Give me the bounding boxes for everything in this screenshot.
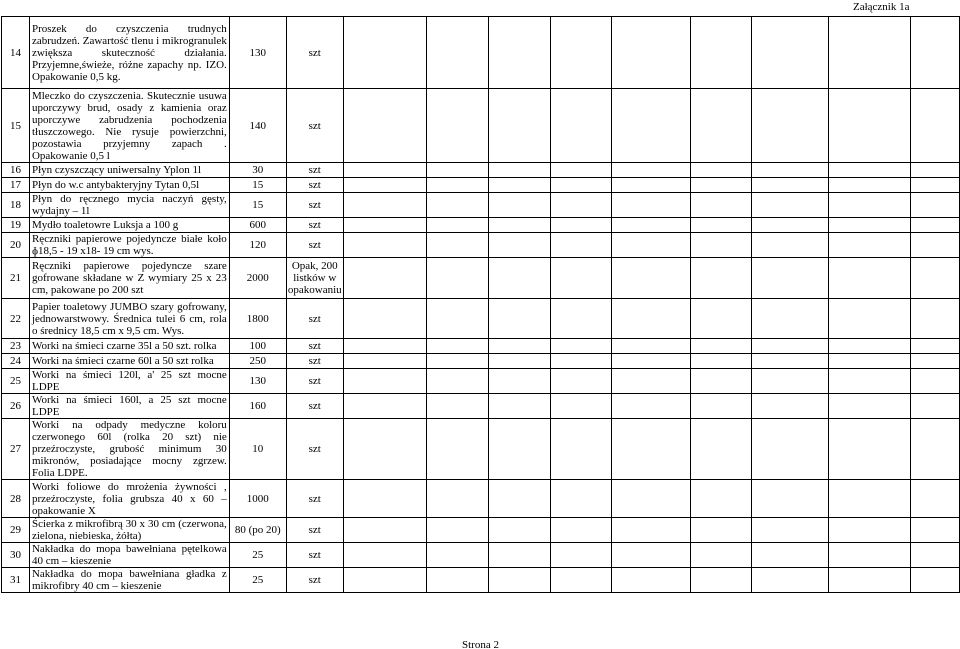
empty-cell bbox=[343, 518, 426, 543]
empty-cell bbox=[612, 419, 691, 480]
empty-cell bbox=[691, 354, 752, 369]
table-row bbox=[2, 518, 960, 543]
empty-cell bbox=[752, 178, 829, 193]
empty-cell bbox=[426, 89, 488, 163]
empty-cell bbox=[551, 354, 612, 369]
empty-cell bbox=[910, 568, 959, 593]
empty-cell bbox=[829, 568, 911, 593]
empty-cell bbox=[612, 233, 691, 258]
quantity-cell: 1800 bbox=[229, 299, 286, 339]
empty-cell bbox=[343, 17, 426, 89]
empty-cell bbox=[910, 89, 959, 163]
table-row bbox=[2, 354, 960, 369]
empty-cell bbox=[910, 518, 959, 543]
unit-cell: szt bbox=[286, 369, 343, 394]
quantity-cell: 25 bbox=[229, 568, 286, 593]
empty-cell bbox=[829, 233, 911, 258]
description-cell: Worki na śmieci 160l, a 25 szt mocne LDPE bbox=[29, 394, 229, 419]
description-cell: Nakładka do mopa bawełniana pętelkowa 40 cm – kieszenie bbox=[29, 543, 229, 568]
table-row bbox=[2, 419, 960, 480]
empty-cell bbox=[691, 17, 752, 89]
row-number-cell: 14 bbox=[2, 17, 30, 89]
empty-cell bbox=[612, 480, 691, 518]
row-number-cell: 30 bbox=[2, 543, 30, 568]
empty-cell bbox=[343, 218, 426, 233]
quantity-cell: 130 bbox=[229, 369, 286, 394]
empty-cell bbox=[752, 480, 829, 518]
empty-cell bbox=[612, 299, 691, 339]
empty-cell bbox=[691, 89, 752, 163]
row-number-cell: 16 bbox=[2, 163, 30, 178]
unit-cell: szt bbox=[286, 354, 343, 369]
empty-cell bbox=[691, 419, 752, 480]
row-number-cell: 19 bbox=[2, 218, 30, 233]
empty-cell bbox=[426, 518, 488, 543]
empty-cell bbox=[910, 17, 959, 89]
empty-cell bbox=[551, 258, 612, 299]
empty-cell bbox=[488, 193, 551, 218]
description-cell: Mleczko do czyszczenia. Skutecznie usuwa uporczywy brud, osady z kamienia oraz uporczywe zabrudzenia pochodzenia tłuszczowego. Nie rysuje powierzchni, pozostawia przyjemny zapach . Opakowanie 0,5 l bbox=[29, 89, 229, 163]
empty-cell bbox=[612, 178, 691, 193]
table-row bbox=[2, 339, 960, 354]
row-number-cell: 26 bbox=[2, 394, 30, 419]
unit-cell: szt bbox=[286, 480, 343, 518]
quantity-cell: 600 bbox=[229, 218, 286, 233]
empty-cell bbox=[829, 89, 911, 163]
table-row bbox=[2, 17, 960, 89]
empty-cell bbox=[691, 218, 752, 233]
description-cell: Worki na odpady medyczne koloru czerwonego 60l (rolka 20 szt) nie przeźroczyste, grubość minimum 30 mikronów, posiadające mocny zgrzew. Folia LDPE. bbox=[29, 419, 229, 480]
table-row bbox=[2, 568, 960, 593]
empty-cell bbox=[691, 163, 752, 178]
unit-cell: szt bbox=[286, 89, 343, 163]
empty-cell bbox=[551, 17, 612, 89]
unit-cell: szt bbox=[286, 178, 343, 193]
empty-cell bbox=[426, 258, 488, 299]
empty-cell bbox=[910, 543, 959, 568]
empty-cell bbox=[488, 218, 551, 233]
empty-cell bbox=[829, 163, 911, 178]
empty-cell bbox=[691, 518, 752, 543]
empty-cell bbox=[829, 299, 911, 339]
row-number-cell: 17 bbox=[2, 178, 30, 193]
unit-cell: szt bbox=[286, 218, 343, 233]
table-row bbox=[2, 480, 960, 518]
empty-cell bbox=[488, 419, 551, 480]
row-number-cell: 21 bbox=[2, 258, 30, 299]
row-number-cell: 18 bbox=[2, 193, 30, 218]
empty-cell bbox=[343, 568, 426, 593]
empty-cell bbox=[752, 339, 829, 354]
empty-cell bbox=[829, 394, 911, 419]
empty-cell bbox=[343, 193, 426, 218]
empty-cell bbox=[343, 369, 426, 394]
quantity-cell: 130 bbox=[229, 17, 286, 89]
table-row bbox=[2, 163, 960, 178]
empty-cell bbox=[488, 163, 551, 178]
quantity-cell: 120 bbox=[229, 233, 286, 258]
empty-cell bbox=[752, 218, 829, 233]
description-cell: Mydło toaletowre Luksja a 100 g bbox=[29, 218, 229, 233]
unit-cell: Opak, 200 listków w opakowaniu bbox=[286, 258, 343, 299]
empty-cell bbox=[426, 17, 488, 89]
quantity-cell: 100 bbox=[229, 339, 286, 354]
empty-cell bbox=[691, 193, 752, 218]
empty-cell bbox=[910, 369, 959, 394]
empty-cell bbox=[426, 299, 488, 339]
empty-cell bbox=[691, 480, 752, 518]
empty-cell bbox=[488, 178, 551, 193]
empty-cell bbox=[910, 354, 959, 369]
empty-cell bbox=[612, 193, 691, 218]
empty-cell bbox=[551, 178, 612, 193]
empty-cell bbox=[488, 89, 551, 163]
empty-cell bbox=[612, 218, 691, 233]
annex-label: Załącznik 1a bbox=[853, 1, 910, 13]
quantity-cell: 15 bbox=[229, 193, 286, 218]
empty-cell bbox=[426, 218, 488, 233]
quantity-cell: 80 (po 20) bbox=[229, 518, 286, 543]
unit-cell: szt bbox=[286, 419, 343, 480]
description-cell: Nakładka do mopa bawełniana gładka z mikrofibry 40 cm – kieszenie bbox=[29, 568, 229, 593]
empty-cell bbox=[488, 369, 551, 394]
empty-cell bbox=[551, 339, 612, 354]
empty-cell bbox=[343, 354, 426, 369]
description-cell: Proszek do czyszczenia trudnych zabrudzeń. Zawartość tlenu i mikrogranulek zwiększa skuteczność działania. Przyjemne,świeże, różne zapachy np. IZO. Opakowanie 0,5 kg. bbox=[29, 17, 229, 89]
empty-cell bbox=[488, 258, 551, 299]
empty-cell bbox=[343, 233, 426, 258]
empty-cell bbox=[752, 394, 829, 419]
empty-cell bbox=[829, 419, 911, 480]
unit-cell: szt bbox=[286, 568, 343, 593]
empty-cell bbox=[426, 193, 488, 218]
empty-cell bbox=[829, 480, 911, 518]
empty-cell bbox=[551, 193, 612, 218]
empty-cell bbox=[551, 218, 612, 233]
quantity-cell: 15 bbox=[229, 178, 286, 193]
empty-cell bbox=[612, 543, 691, 568]
empty-cell bbox=[551, 163, 612, 178]
empty-cell bbox=[752, 233, 829, 258]
empty-cell bbox=[426, 178, 488, 193]
empty-cell bbox=[829, 17, 911, 89]
empty-cell bbox=[343, 163, 426, 178]
empty-cell bbox=[752, 518, 829, 543]
quantity-cell: 10 bbox=[229, 419, 286, 480]
empty-cell bbox=[426, 543, 488, 568]
empty-cell bbox=[829, 354, 911, 369]
empty-cell bbox=[752, 299, 829, 339]
description-cell: Worki na śmieci 120l, a' 25 szt mocne LDPE bbox=[29, 369, 229, 394]
row-number-cell: 25 bbox=[2, 369, 30, 394]
empty-cell bbox=[551, 518, 612, 543]
unit-cell: szt bbox=[286, 518, 343, 543]
table-row bbox=[2, 369, 960, 394]
empty-cell bbox=[426, 480, 488, 518]
empty-cell bbox=[612, 354, 691, 369]
empty-cell bbox=[752, 369, 829, 394]
empty-cell bbox=[343, 178, 426, 193]
empty-cell bbox=[612, 89, 691, 163]
description-cell: Płyn do w.c antybakteryjny Tytan 0,5l bbox=[29, 178, 229, 193]
description-cell: Worki na śmieci czarne 60l a 50 szt rolka bbox=[29, 354, 229, 369]
empty-cell bbox=[752, 543, 829, 568]
unit-cell: szt bbox=[286, 233, 343, 258]
empty-cell bbox=[612, 258, 691, 299]
empty-cell bbox=[691, 543, 752, 568]
quantity-cell: 160 bbox=[229, 394, 286, 419]
empty-cell bbox=[426, 354, 488, 369]
empty-cell bbox=[426, 419, 488, 480]
description-cell: Ręczniki papierowe pojedyncze szare gofrowane składane w Z wymiary 25 x 23 cm, pakowane po 200 szt bbox=[29, 258, 229, 299]
empty-cell bbox=[551, 543, 612, 568]
empty-cell bbox=[488, 354, 551, 369]
table-row bbox=[2, 394, 960, 419]
empty-cell bbox=[343, 258, 426, 299]
empty-cell bbox=[551, 394, 612, 419]
empty-cell bbox=[829, 543, 911, 568]
table-row bbox=[2, 233, 960, 258]
row-number-cell: 15 bbox=[2, 89, 30, 163]
empty-cell bbox=[910, 339, 959, 354]
empty-cell bbox=[691, 369, 752, 394]
empty-cell bbox=[910, 163, 959, 178]
empty-cell bbox=[752, 193, 829, 218]
empty-cell bbox=[829, 258, 911, 299]
row-number-cell: 24 bbox=[2, 354, 30, 369]
empty-cell bbox=[551, 89, 612, 163]
empty-cell bbox=[343, 89, 426, 163]
empty-cell bbox=[426, 163, 488, 178]
page-number: Strona 2 bbox=[462, 639, 499, 649]
table-row bbox=[2, 258, 960, 299]
quantity-cell: 30 bbox=[229, 163, 286, 178]
empty-cell bbox=[488, 543, 551, 568]
empty-cell bbox=[752, 89, 829, 163]
empty-cell bbox=[551, 419, 612, 480]
product-table bbox=[1, 16, 960, 593]
empty-cell bbox=[691, 299, 752, 339]
empty-cell bbox=[488, 518, 551, 543]
empty-cell bbox=[488, 339, 551, 354]
empty-cell bbox=[910, 394, 959, 419]
empty-cell bbox=[426, 339, 488, 354]
unit-cell: szt bbox=[286, 299, 343, 339]
empty-cell bbox=[829, 369, 911, 394]
row-number-cell: 29 bbox=[2, 518, 30, 543]
empty-cell bbox=[752, 354, 829, 369]
empty-cell bbox=[910, 480, 959, 518]
table-row bbox=[2, 218, 960, 233]
empty-cell bbox=[691, 394, 752, 419]
empty-cell bbox=[910, 419, 959, 480]
unit-cell: szt bbox=[286, 193, 343, 218]
empty-cell bbox=[612, 369, 691, 394]
empty-cell bbox=[829, 193, 911, 218]
unit-cell: szt bbox=[286, 394, 343, 419]
empty-cell bbox=[343, 480, 426, 518]
empty-cell bbox=[426, 568, 488, 593]
row-number-cell: 22 bbox=[2, 299, 30, 339]
row-number-cell: 20 bbox=[2, 233, 30, 258]
quantity-cell: 2000 bbox=[229, 258, 286, 299]
description-cell: Papier toaletowy JUMBO szary gofrowany, jednowarstwowy. Średnica tulei 6 cm, rola o średnicy 18,5 cm x 9,5 cm. Wys. bbox=[29, 299, 229, 339]
empty-cell bbox=[612, 17, 691, 89]
row-number-cell: 31 bbox=[2, 568, 30, 593]
empty-cell bbox=[691, 258, 752, 299]
unit-cell: szt bbox=[286, 339, 343, 354]
empty-cell bbox=[752, 419, 829, 480]
empty-cell bbox=[343, 543, 426, 568]
empty-cell bbox=[488, 299, 551, 339]
description-cell: Płyn do ręcznego mycia naczyń gęsty, wydajny – 1l bbox=[29, 193, 229, 218]
empty-cell bbox=[910, 193, 959, 218]
empty-cell bbox=[691, 339, 752, 354]
empty-cell bbox=[910, 258, 959, 299]
empty-cell bbox=[752, 17, 829, 89]
empty-cell bbox=[829, 178, 911, 193]
empty-cell bbox=[691, 233, 752, 258]
empty-cell bbox=[343, 394, 426, 419]
empty-cell bbox=[612, 518, 691, 543]
empty-cell bbox=[551, 369, 612, 394]
description-cell: Worki na śmieci czarne 35l a 50 szt. rolka bbox=[29, 339, 229, 354]
unit-cell: szt bbox=[286, 543, 343, 568]
quantity-cell: 140 bbox=[229, 89, 286, 163]
table-row bbox=[2, 178, 960, 193]
empty-cell bbox=[343, 419, 426, 480]
empty-cell bbox=[829, 218, 911, 233]
empty-cell bbox=[691, 178, 752, 193]
empty-cell bbox=[488, 568, 551, 593]
empty-cell bbox=[343, 299, 426, 339]
empty-cell bbox=[488, 17, 551, 89]
empty-cell bbox=[910, 218, 959, 233]
empty-cell bbox=[910, 233, 959, 258]
empty-cell bbox=[752, 163, 829, 178]
empty-cell bbox=[426, 233, 488, 258]
unit-cell: szt bbox=[286, 17, 343, 89]
empty-cell bbox=[829, 518, 911, 543]
row-number-cell: 23 bbox=[2, 339, 30, 354]
row-number-cell: 27 bbox=[2, 419, 30, 480]
empty-cell bbox=[612, 394, 691, 419]
table-row bbox=[2, 299, 960, 339]
empty-cell bbox=[488, 394, 551, 419]
empty-cell bbox=[488, 480, 551, 518]
description-cell: Worki foliowe do mrożenia żywności , przeźroczyste, folia grubsza 40 x 60 – opakowanie X bbox=[29, 480, 229, 518]
empty-cell bbox=[343, 339, 426, 354]
table-row bbox=[2, 89, 960, 163]
empty-cell bbox=[426, 394, 488, 419]
description-cell: Ręczniki papierowe pojedyncze białe koło ɸ18,5 - 19 x18- 19 cm wys. bbox=[29, 233, 229, 258]
quantity-cell: 250 bbox=[229, 354, 286, 369]
empty-cell bbox=[752, 258, 829, 299]
empty-cell bbox=[551, 568, 612, 593]
table-row bbox=[2, 193, 960, 218]
table-row bbox=[2, 543, 960, 568]
empty-cell bbox=[551, 480, 612, 518]
empty-cell bbox=[488, 233, 551, 258]
empty-cell bbox=[612, 163, 691, 178]
empty-cell bbox=[910, 299, 959, 339]
empty-cell bbox=[612, 339, 691, 354]
empty-cell bbox=[691, 568, 752, 593]
row-number-cell: 28 bbox=[2, 480, 30, 518]
description-cell: Ścierka z mikrofibrą 30 x 30 cm (czerwona, zielona, niebieska, żółta) bbox=[29, 518, 229, 543]
quantity-cell: 1000 bbox=[229, 480, 286, 518]
empty-cell bbox=[551, 299, 612, 339]
unit-cell: szt bbox=[286, 163, 343, 178]
empty-cell bbox=[551, 233, 612, 258]
empty-cell bbox=[910, 178, 959, 193]
empty-cell bbox=[426, 369, 488, 394]
description-cell: Płyn czyszczący uniwersalny Yplon 1l bbox=[29, 163, 229, 178]
quantity-cell: 25 bbox=[229, 543, 286, 568]
empty-cell bbox=[752, 568, 829, 593]
empty-cell bbox=[612, 568, 691, 593]
empty-cell bbox=[829, 339, 911, 354]
